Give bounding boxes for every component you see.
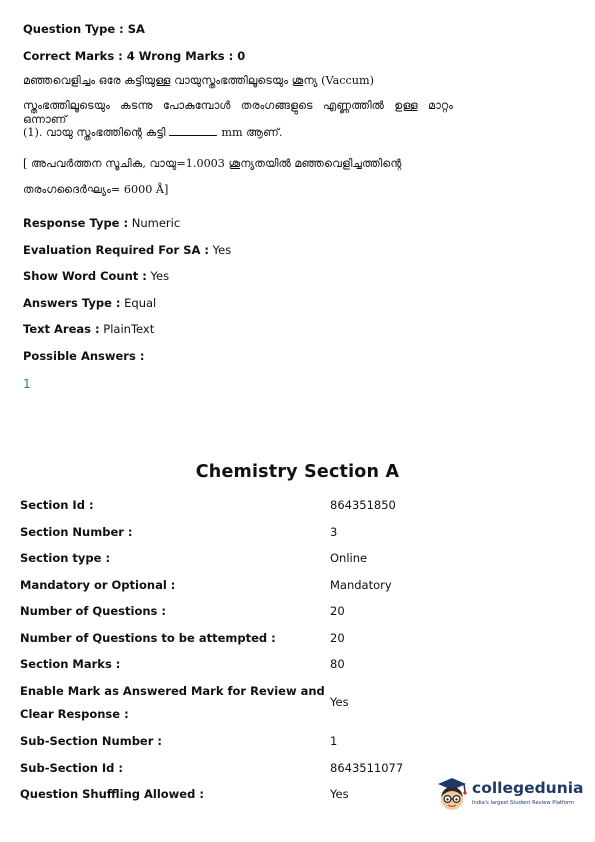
row-enable-mark-value: Yes <box>330 695 349 709</box>
section-title: Chemistry Section A <box>195 462 400 482</box>
row-section-id-value: 864351850 <box>330 498 396 512</box>
row-section-number-value: 3 <box>330 525 338 539</box>
question-marks: Correct Marks : 4 Wrong Marks : 0 <box>23 49 246 63</box>
prop-value: Yes <box>146 269 170 283</box>
row-enable-mark-label: Enable Mark as Answered Mark for Review and <box>20 684 325 698</box>
row-subsection-number-value: 1 <box>330 734 338 748</box>
row-shuffling-label: Question Shuffling Allowed : <box>20 787 204 801</box>
row-num-attempted-label: Number of Questions to be attempted : <box>20 631 276 645</box>
mascot-icon <box>434 775 470 815</box>
prop-label: Show Word Count : <box>23 269 147 283</box>
prop-label: Response Type : <box>23 216 129 230</box>
hint-line-1: [ അപവർത്തന സൂചിക, വായു=1.0003 ശൂന്യതയിൽ മഞ്ഞവെളിച്ചത്തിന്റെ <box>23 157 402 170</box>
prop-possible-answers <box>23 349 144 363</box>
collegedunia-watermark <box>434 775 584 815</box>
row-section-marks-value: 80 <box>330 657 345 671</box>
answer-blank <box>169 126 217 136</box>
row-section-type-value: Online <box>330 551 368 565</box>
prop-show-word-count <box>23 269 169 283</box>
brand-name: collegedunia <box>472 779 584 797</box>
row-subsection-id-label: Sub-Section Id : <box>20 761 124 775</box>
question-text-prefix: (1). വായു സ്തംഭത്തിന്റെ കട്ടി <box>23 126 166 139</box>
question-text-line-1: മഞ്ഞവെളിച്ചം ഒരേ കട്ടിയുള്ള വായുസ്തംഭത്തിലൂടെയും ശൂന്യ (Vaccum) <box>23 74 374 87</box>
prop-answers-type <box>23 296 156 310</box>
possible-answer-value: 1 <box>23 377 31 391</box>
question-text-line-2: സ്തംഭത്തിലൂടെയും കടന്നു പോകുമ്പോൾ തരംഗങ്ങളുടെ എണ്ണത്തിൽ ഉള്ള മാറ്റം ഒന്നാണ് <box>23 99 453 126</box>
row-mandatory-label: Mandatory or Optional : <box>20 578 176 592</box>
row-section-number-label: Section Number : <box>20 525 133 539</box>
row-section-id-label: Section Id : <box>20 498 94 512</box>
row-num-questions-value: 20 <box>330 604 345 618</box>
question-text-line-3 <box>23 126 283 140</box>
row-num-questions-label: Number of Questions : <box>20 604 166 618</box>
prop-label: Possible Answers : <box>23 349 145 363</box>
question-text-suffix: mm ആണ്. <box>221 126 283 139</box>
row-section-type-label: Section type : <box>20 551 111 565</box>
prop-text-areas <box>23 322 154 336</box>
hint-line-2: തരംഗദൈർഘ്യം= 6000 Å] <box>23 183 169 196</box>
question-type: Question Type : SA <box>23 22 145 36</box>
row-enable-mark-label-cont: Clear Response : <box>20 707 129 721</box>
row-shuffling-value: Yes <box>330 787 349 801</box>
prop-response-type <box>23 216 180 230</box>
prop-value: Yes <box>209 243 232 257</box>
row-num-attempted-value: 20 <box>330 631 345 645</box>
prop-value: Numeric <box>128 216 181 230</box>
prop-label: Evaluation Required For SA : <box>23 243 210 257</box>
row-subsection-number-label: Sub-Section Number : <box>20 734 163 748</box>
row-subsection-id-value: 8643511077 <box>330 761 404 775</box>
prop-value: PlainText <box>99 322 155 336</box>
prop-label: Text Areas : <box>23 322 100 336</box>
row-mandatory-value: Mandatory <box>330 578 392 592</box>
prop-label: Answers Type : <box>23 296 121 310</box>
prop-evaluation-required <box>23 243 231 257</box>
prop-value: Equal <box>120 296 157 310</box>
brand-tagline: India's largest Student Review Platform <box>472 800 575 806</box>
row-section-marks-label: Section Marks : <box>20 657 121 671</box>
